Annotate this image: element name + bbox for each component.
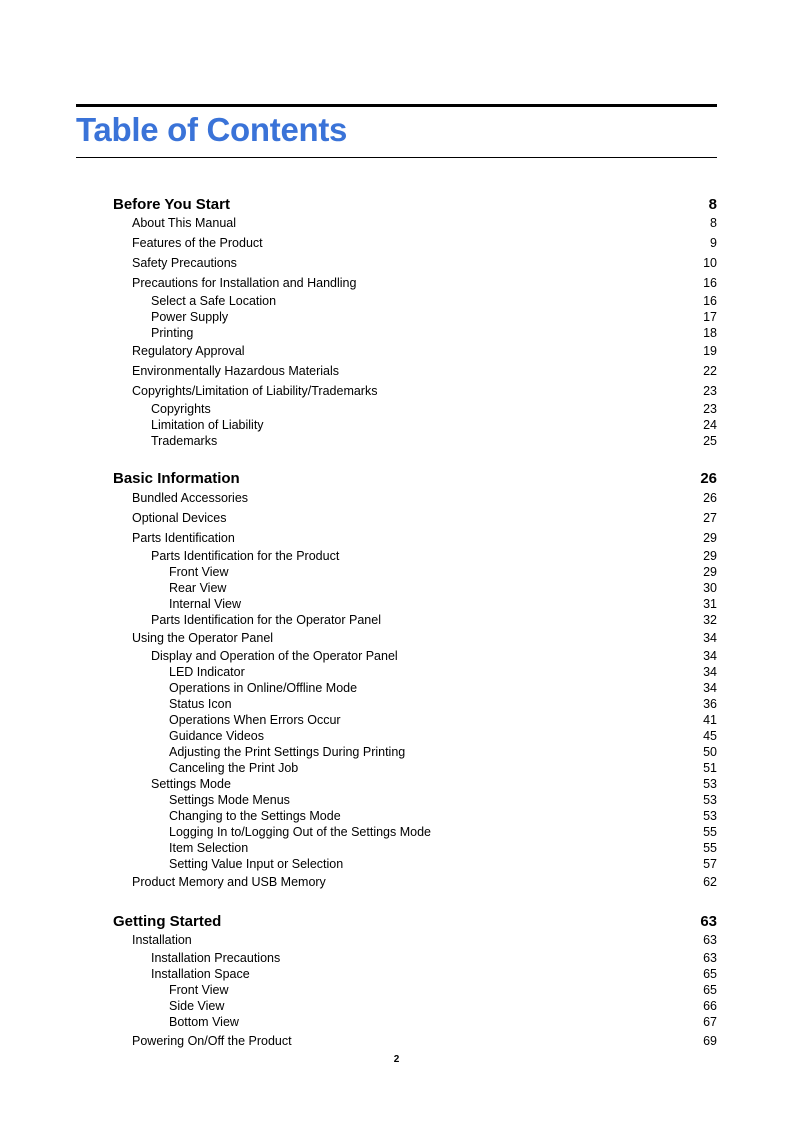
toc-entry[interactable] <box>169 681 717 697</box>
toc-entry-page: 17 <box>703 310 717 324</box>
toc-entry-page: 22 <box>703 364 717 378</box>
toc-entry[interactable] <box>132 511 717 527</box>
toc-entry[interactable] <box>151 951 717 967</box>
toc-entry[interactable] <box>169 565 717 581</box>
toc-entry-page: 53 <box>703 809 717 823</box>
toc-entry-page: 67 <box>703 1015 717 1029</box>
toc-entry-page: 65 <box>703 967 717 981</box>
toc-entry[interactable] <box>169 825 717 841</box>
toc-entry-title: Limitation of Liability <box>151 418 264 432</box>
toc-entry-title: Before You Start <box>113 196 230 213</box>
toc-entry[interactable] <box>151 967 717 983</box>
toc-entry-page: 41 <box>703 713 717 727</box>
toc-entry-page: 27 <box>703 511 717 525</box>
toc-entry-page: 10 <box>703 256 717 270</box>
toc-entry[interactable] <box>169 713 717 729</box>
toc-entry[interactable] <box>132 256 717 272</box>
toc-section-heading[interactable] <box>113 196 717 216</box>
toc-entry[interactable] <box>132 531 717 547</box>
toc-entry-page: 65 <box>703 983 717 997</box>
toc-entry-page: 16 <box>703 294 717 308</box>
toc-entry-title: Internal View <box>169 597 242 611</box>
toc-entry[interactable] <box>169 841 717 857</box>
toc-entry-page: 69 <box>703 1034 717 1048</box>
toc-section-heading[interactable] <box>113 470 717 490</box>
toc-entry[interactable] <box>132 384 717 400</box>
toc-entry-title: Guidance Videos <box>169 729 264 743</box>
toc-entry-title: Power Supply <box>151 310 229 324</box>
toc-entry[interactable] <box>169 983 717 999</box>
toc-entry[interactable] <box>132 276 717 292</box>
toc-entry-title: Installation Space <box>151 967 250 981</box>
toc-entry-page: 24 <box>703 418 717 432</box>
toc-entry-title: Regulatory Approval <box>132 344 245 358</box>
toc-entry[interactable] <box>169 857 717 873</box>
toc-entry-page: 34 <box>703 631 717 645</box>
toc-entry[interactable] <box>151 613 717 629</box>
toc-entry-page: 8 <box>710 216 717 230</box>
toc-entry-title: Rear View <box>169 581 227 595</box>
toc-entry-title: Setting Value Input or Selection <box>169 857 344 871</box>
toc-entry[interactable] <box>169 729 717 745</box>
toc-entry-title: Features of the Product <box>132 236 263 250</box>
toc-entry-title: Precautions for Installation and Handling <box>132 276 357 290</box>
toc-entry-title: Operations in Online/Offline Mode <box>169 681 358 695</box>
toc-entry-page: 26 <box>703 491 717 505</box>
page-title: Table of Contents <box>76 111 348 148</box>
toc-section-heading[interactable] <box>113 913 717 933</box>
toc-entry-title: Select a Safe Location <box>151 294 277 308</box>
page-number: 2 <box>393 1054 400 1065</box>
toc-entry-title: Front View <box>169 565 229 579</box>
toc-entry-title: Installation <box>132 933 192 947</box>
toc-entry-page: 19 <box>703 344 717 358</box>
toc-entry-page: 45 <box>703 729 717 743</box>
toc-entry[interactable] <box>169 793 717 809</box>
toc-entry[interactable] <box>151 549 717 565</box>
toc-entry[interactable] <box>132 1034 717 1050</box>
toc-entry[interactable] <box>132 364 717 380</box>
toc-entry[interactable] <box>169 761 717 777</box>
toc-entry-page: 30 <box>703 581 717 595</box>
toc-entry-title: About This Manual <box>132 216 236 230</box>
toc-entry-title: Item Selection <box>169 841 249 855</box>
toc-entry-title: Display and Operation of the Operator Panel <box>151 649 398 663</box>
toc-entry-title: Trademarks <box>151 434 218 448</box>
toc-entry[interactable] <box>151 777 717 793</box>
toc-entry-page: 53 <box>703 793 717 807</box>
toc-entry[interactable] <box>132 933 717 949</box>
toc-entry-page: 8 <box>708 196 717 213</box>
toc-entry-title: Basic Information <box>113 470 240 487</box>
toc-entry-page: 50 <box>703 745 717 759</box>
toc-entry-page: 23 <box>703 384 717 398</box>
toc-entry-title: Printing <box>151 326 194 340</box>
toc-entry-title: Logging In to/Logging Out of the Settings Mode <box>169 825 431 839</box>
toc-entry-title: Adjusting the Print Settings During Printing <box>169 745 406 759</box>
toc-entry-page: 63 <box>703 951 717 965</box>
toc-entry-title: Front View <box>169 983 229 997</box>
toc-entry[interactable] <box>169 745 717 761</box>
toc-entry-page: 18 <box>703 326 717 340</box>
toc-entry-page: 57 <box>703 857 717 871</box>
toc-entry-page: 29 <box>703 565 717 579</box>
toc-entry-title: Environmentally Hazardous Materials <box>132 364 340 378</box>
toc-entry-page: 55 <box>703 825 717 839</box>
toc-entry-title: LED Indicator <box>169 665 245 679</box>
toc-entry-title: Side View <box>169 999 225 1013</box>
toc-entry-page: 26 <box>700 470 717 487</box>
toc-entry-page: 51 <box>703 761 717 775</box>
toc-entry[interactable] <box>169 999 717 1015</box>
toc-entry-title: Operations When Errors Occur <box>169 713 341 727</box>
toc-entry[interactable] <box>151 649 717 665</box>
toc-entry-page: 34 <box>703 665 717 679</box>
toc-entry-title: Product Memory and USB Memory <box>132 875 326 889</box>
toc-entry-page: 62 <box>703 875 717 889</box>
toc-entry-page: 36 <box>703 697 717 711</box>
toc-entry-page: 29 <box>703 549 717 563</box>
toc-entry[interactable] <box>132 216 717 232</box>
toc-entry-title: Optional Devices <box>132 511 227 525</box>
toc-entry[interactable] <box>132 875 717 891</box>
toc-entry-page: 53 <box>703 777 717 791</box>
toc-entry[interactable] <box>151 310 717 326</box>
toc-entry[interactable] <box>132 236 717 252</box>
toc-entry[interactable] <box>151 326 717 342</box>
toc-entry-title: Status Icon <box>169 697 232 711</box>
toc-entry-title: Parts Identification for the Product <box>151 549 340 563</box>
toc-entry[interactable] <box>169 809 717 825</box>
toc-entry-page: 63 <box>703 933 717 947</box>
toc-entry-title: Getting Started <box>113 913 222 930</box>
toc-entry-title: Powering On/Off the Product <box>132 1034 292 1048</box>
toc-entry-page: 32 <box>703 613 717 627</box>
toc-entry[interactable] <box>169 1015 717 1031</box>
toc-entry[interactable] <box>169 597 717 613</box>
toc-entry[interactable] <box>151 294 717 310</box>
toc-entry[interactable] <box>169 697 717 713</box>
toc-entry-page: 55 <box>703 841 717 855</box>
toc-entry-title: Installation Precautions <box>151 951 281 965</box>
toc-entry-title: Settings Mode Menus <box>169 793 290 807</box>
toc-entry[interactable] <box>151 418 717 434</box>
toc-entry[interactable] <box>169 665 717 681</box>
toc-entry-page: 63 <box>700 913 717 930</box>
toc-entry[interactable] <box>169 581 717 597</box>
toc-entry-title: Copyrights <box>151 402 211 416</box>
toc-entry-page: 29 <box>703 531 717 545</box>
toc-entry-title: Parts Identification for the Operator Panel <box>151 613 381 627</box>
toc-entry-title: Changing to the Settings Mode <box>169 809 341 823</box>
toc-entry-page: 9 <box>710 236 717 250</box>
toc-entry-title: Bottom View <box>169 1015 239 1029</box>
toc-entry[interactable] <box>132 631 717 647</box>
toc-entry[interactable] <box>151 402 717 418</box>
toc-entry-title: Safety Precautions <box>132 256 237 270</box>
toc-entry-page: 31 <box>703 597 717 611</box>
toc-entry-page: 23 <box>703 402 717 416</box>
toc-entry-page: 34 <box>703 649 717 663</box>
toc-entry-page: 34 <box>703 681 717 695</box>
toc-entry-title: Copyrights/Limitation of Liability/Trademarks <box>132 384 378 398</box>
toc-entry-page: 16 <box>703 276 717 290</box>
toc-entry-title: Using the Operator Panel <box>132 631 274 645</box>
toc-entry-title: Canceling the Print Job <box>169 761 299 775</box>
toc-entry[interactable] <box>151 434 717 450</box>
toc-entry-title: Parts Identification <box>132 531 235 545</box>
toc-entry[interactable] <box>132 344 717 360</box>
toc-entry-page: 66 <box>703 999 717 1013</box>
toc-entry-title: Bundled Accessories <box>132 491 249 505</box>
toc-entry[interactable] <box>132 491 717 507</box>
toc-entry-title: Settings Mode <box>151 777 231 791</box>
toc-entry-page: 25 <box>703 434 717 448</box>
